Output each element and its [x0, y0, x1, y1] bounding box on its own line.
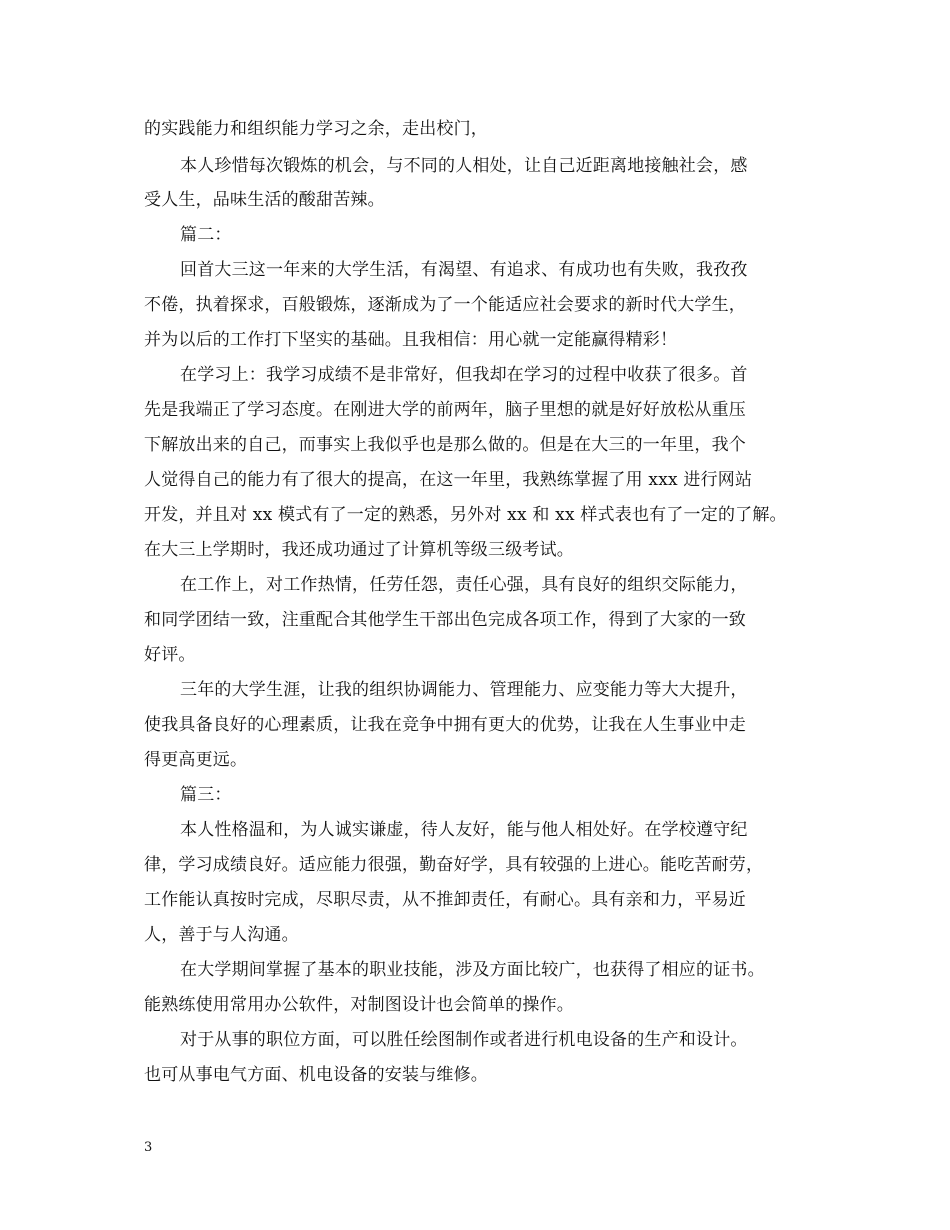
page-number: 3	[144, 1140, 153, 1155]
text-line: 律，学习成绩良好。适应能力很强，勤奋好学，具有较强的上进心。能吃苦耐劳，	[144, 855, 764, 875]
text-line: 在大三上学期时，我还成功通过了计算机等级三级考试。	[144, 540, 574, 560]
text-line: 并为以后的工作打下坚实的基础。且我相信：用心就一定能赢得精彩！	[144, 330, 678, 350]
text-line: 先是我端正了学习态度。在刚进大学的前两年，脑子里想的就是好好放松从重压	[144, 400, 746, 420]
text-line: 工作能认真按时完成，尽职尽责，从不推卸责任，有耐心。具有亲和力，平易近	[144, 890, 746, 910]
section-heading: 篇三：	[180, 785, 232, 805]
text-line: 人，善于与人沟通。	[144, 925, 299, 945]
text-line: 本人性格温和，为人诚实谦虚，待人友好，能与他人相处好。在学校遵守纪	[180, 820, 748, 840]
text-line: 受人生，品味生活的酸甜苦辣。	[144, 190, 385, 210]
text-line: 本人珍惜每次锻炼的机会，与不同的人相处，让自己近距离地接触社会，感	[180, 156, 748, 176]
text-line: 回首大三这一年来的大学生活，有渴望、有追求、有成功也有失败，我孜孜	[180, 260, 748, 280]
text-line: 能熟练使用常用办公软件，对制图设计也会简单的操作。	[144, 995, 574, 1015]
text-line: 在学习上：我学习成绩不是非常好，但我却在学习的过程中收获了很多。首	[180, 365, 748, 385]
text-line: 和同学团结一致，注重配合其他学生干部出色完成各项工作，得到了大家的一致	[144, 610, 746, 630]
text-line: 下解放出来的自己，而事实上我似乎也是那么做的。但是在大三的一年里，我个	[144, 435, 746, 455]
text-line: 的实践能力和组织能力学习之余，走出校门，	[144, 119, 488, 139]
text-line: 得更高更远。	[144, 750, 248, 770]
text-line: 不倦，执着探求，百般锻炼，逐渐成为了一个能适应社会要求的新时代大学生，	[144, 295, 746, 315]
text-line: 使我具备良好的心理素质，让我在竞争中拥有更大的优势，让我在人生事业中走	[144, 715, 746, 735]
section-heading: 篇二：	[180, 225, 232, 245]
text-line: 人觉得自己的能力有了很大的提高，在这一年里，我熟练掌握了用 xxx 进行网站	[144, 470, 753, 490]
text-line: 开发，并且对 xx 模式有了一定的熟悉，另外对 xx 和 xx 样式表也有了一定的了解。	[144, 505, 787, 525]
text-line: 三年的大学生涯，让我的组织协调能力、管理能力、应变能力等大大提升，	[180, 680, 748, 700]
text-line: 在大学期间掌握了基本的职业技能，涉及方面比较广，也获得了相应的证书。	[180, 960, 765, 980]
text-line: 好评。	[144, 645, 196, 665]
text-line: 对于从事的职位方面，可以胜任绘图制作或者进行机电设备的生产和设计。	[180, 1030, 748, 1050]
text-line: 也可从事电气方面、机电设备的安装与维修。	[144, 1065, 488, 1085]
text-line: 在工作上，对工作热情，任劳任怨，责任心强，具有良好的组织交际能力，	[180, 575, 748, 595]
